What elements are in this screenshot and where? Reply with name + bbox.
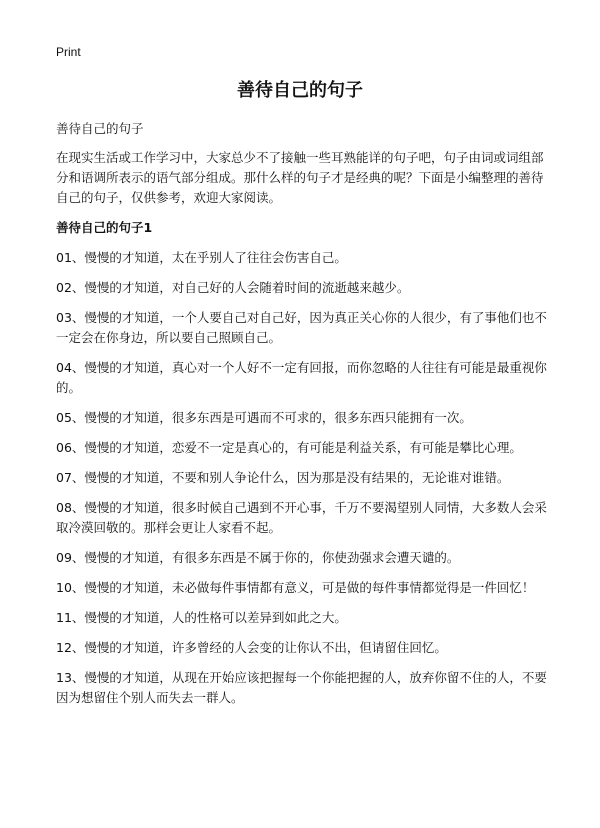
list-item: 10、慢慢的才知道，未必做每件事情都有意义，可是做的每件事情都觉得是一件回忆！ [56, 580, 535, 595]
list-item: 04、慢慢的才知道，真心对一个人好不一定有回报，而你忽略的人往往有可能是最重视你的。 [56, 360, 547, 395]
list-item: 08、慢慢的才知道，很多时候自己遇到不开心事，千万不要渴望别人同情，大多数人会采取冷漠回敬的。那样会更让人家看不起。 [56, 500, 547, 535]
article-body [56, 119, 548, 718]
list-item: 05、慢慢的才知道，很多东西是可遇而不可求的，很多东西只能拥有一次。 [56, 410, 472, 425]
list-item: 12、慢慢的才知道，许多曾经的人会变的让你认不出，但请留住回忆。 [56, 640, 447, 655]
list-item: 01、慢慢的才知道，太在乎别人了往往会伤害自己。 [56, 250, 347, 265]
page-title: 善待自己的句子 [237, 80, 363, 101]
article-subtitle: 善待自己的句子 [56, 121, 144, 136]
list-item: 13、慢慢的才知道，从现在开始应该把握每一个你能把握的人，放弃你留不住的人，不要因为想留住个别人而失去一群人。 [56, 670, 547, 705]
section-heading: 善待自己的句子1 [56, 220, 153, 235]
list-item: 07、慢慢的才知道，不要和别人争论什么，因为那是没有结果的，无论谁对谁错。 [56, 470, 510, 485]
article-intro: 在现实生活或工作学习中，大家总少不了接触一些耳熟能详的句子吧，句子由词或词组部分和语调所表示的语气部分组成。那什么样的句子才是经典的呢？下面是小编整理的善待自己的句子，仅供参考，欢迎大家阅读。 [56, 150, 544, 205]
list-item: 11、慢慢的才知道，人的性格可以差异到如此之大。 [56, 610, 347, 625]
list-item: 09、慢慢的才知道，有很多东西是不属于你的，你使劲强求会遭天谴的。 [56, 550, 460, 565]
list-item: 06、慢慢的才知道，恋爱不一定是真心的，有可能是利益关系，有可能是攀比心理。 [56, 440, 522, 455]
print-link[interactable]: Print [56, 45, 81, 59]
list-item: 02、慢慢的才知道，对自己好的人会随着时间的流逝越来越少。 [56, 280, 410, 295]
list-item: 03、慢慢的才知道，一个人要自己对自己好，因为真正关心你的人很少，有了事他们也不一定会在你身边，所以要自己照顾自己。 [56, 310, 547, 345]
